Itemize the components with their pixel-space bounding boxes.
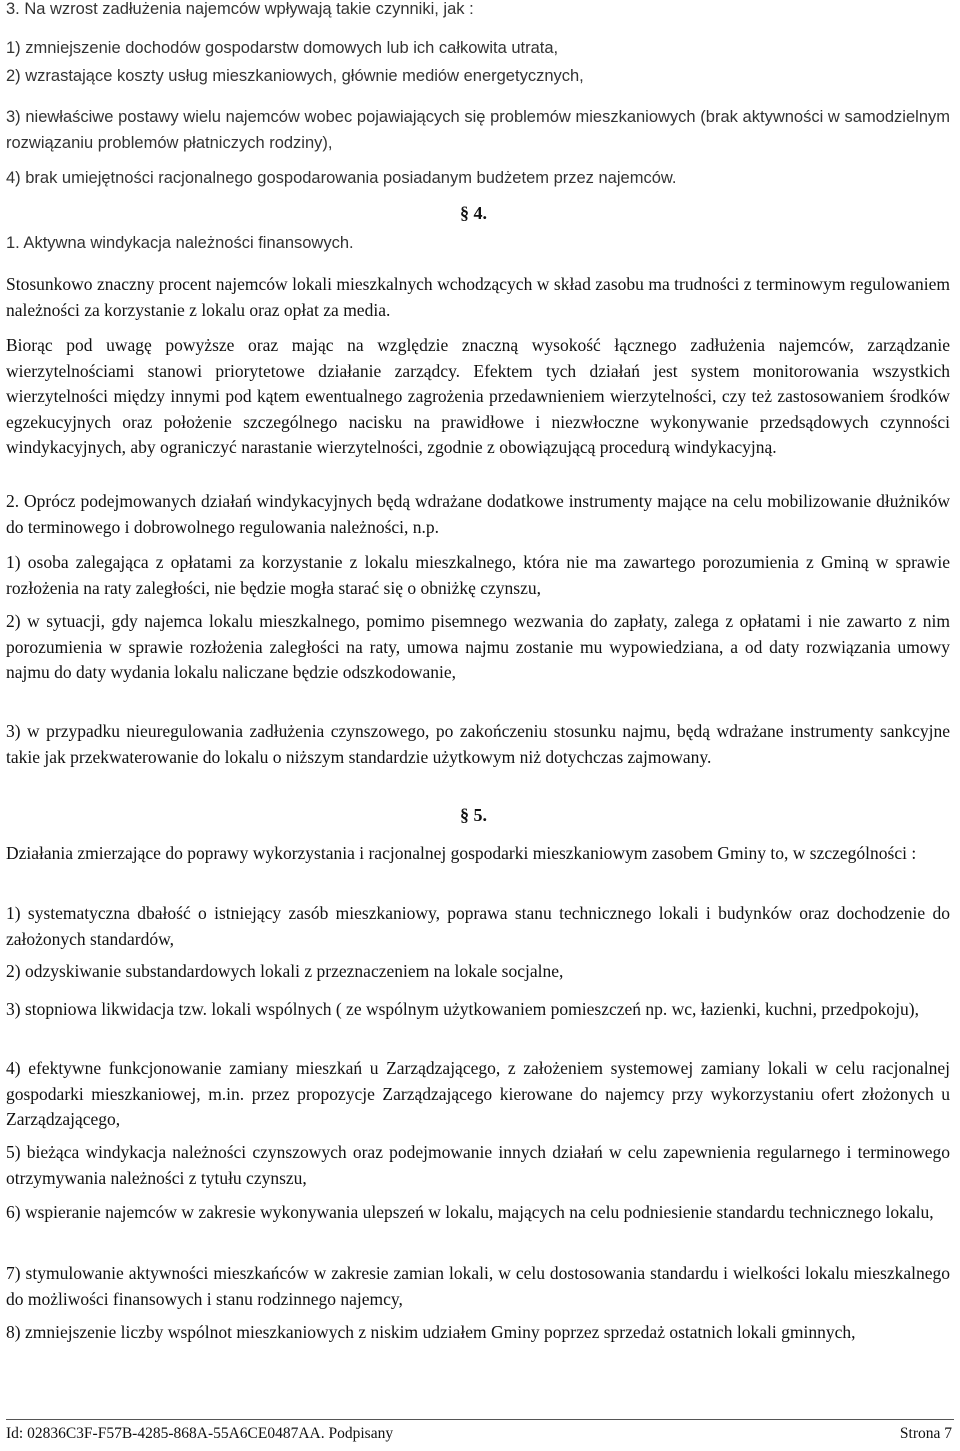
section-3-item-3: 3) niewłaściwe postawy wielu najemców wobec pojawiających się problemów mieszkaniowych (brak aktywności w samodzielnym rozwiązaniu problemów płatniczych rodziny), [6,108,950,152]
section-5-item-1: 1) systematyczna dbałość o istniejący zasób mieszkaniowy, poprawa stanu technicznego lokali i budynków oraz dochodzenie do założonych standardów, [6,903,950,949]
section-4-paragraph-6: 3) w przypadku nieuregulowania zadłużenia czynszowego, po zakończeniu stosunku najmu, będą wdrażane instrumenty sankcyjne takie jak przekwaterowanie do lokalu o niższym standardzie użytkowym niż dotychczas zajmowany. [6,721,950,767]
section-5-intro: Działania zmierzające do poprawy wykorzystania i racjonalnej gospodarki mieszkaniowym zasobem Gminy to, w szczególności : [6,843,917,863]
footer-document-id: Id: 02836C3F-F57B-4285-868A-55A6CE0487AA. Podpisany [6,1425,394,1442]
footer-divider [6,1419,954,1420]
section-5-item-6: 6) wspieranie najemców w zakresie wykonywania ulepszeń w lokalu, mających na celu podniesienie standardu technicznego lokalu, [6,1202,934,1222]
section-5-item-8: 8) zmniejszenie liczby wspólnot mieszkaniowych z niskim udziałem Gminy poprzez sprzedaż ostatnich lokali gminnych, [6,1322,856,1342]
section-4-paragraph-4: 1) osoba zalegająca z opłatami za korzystanie z lokalu mieszkalnego, która nie ma zawartego porozumienia z Gminą w sprawie rozłożenia na raty zaległości, nie będzie mogła starać się o obniżkę czynszu, [6,552,950,598]
section-3-item-4: 4) brak umiejętności racjonalnego gospodarowania posiadanym budżetem przez najemców. [6,169,677,187]
section-4-heading: § 4. [460,203,487,223]
section-4-paragraph-3: 2. Oprócz podejmowanych działań windykacyjnych będą wdrażane dodatkowe instrumenty mające na celu mobilizowanie dłużników do terminowego i dobrowolnego regulowania należności, n.p. [6,491,950,537]
section-5-item-2: 2) odzyskiwanie substandardowych lokali z przeznaczeniem na lokale socjalne, [6,961,564,981]
section-5-item-3: 3) stopniowa likwidacja tzw. lokali wspólnych ( ze wspólnym użytkowaniem pomieszczeń np. wc, łazienki, kuchni, przedpokoju), [6,999,919,1019]
section-3-title: 3. Na wzrost zadłużenia najemców wpływają takie czynniki, jak : [6,0,474,18]
footer-page-number: Strona 7 [899,1425,952,1442]
section-3-item-1: 1) zmniejszenie dochodów gospodarstw domowych lub ich całkowita utrata, [6,39,559,57]
section-5-heading: § 5. [460,805,487,825]
section-4-paragraph-5: 2) w sytuacji, gdy najemca lokalu mieszkalnego, pomimo pisemnego wezwania do zapłaty, zalega z opłatami i nie zawarto z nim porozumienia w sprawie rozłożenia zaległości na raty, umowa najmu zostanie mu wypowiedziana, a od daty rozwiązania umowy najmu do daty wydania lokalu naliczane będzie odszkodowanie, [6,611,950,682]
section-5-item-7: 7) stymulowanie aktywności mieszkańców w zakresie zamian lokali, w celu dostosowania standardu i wielkości lokalu mieszkalnego do możliwości finansowych i stanu rodzinnego najemcy, [6,1263,950,1309]
section-4-paragraph-2: Biorąc pod uwagę powyższe oraz mając na względzie znaczną wysokość łącznego zadłużenia najemców, zarządzanie wierzytelnościami stanowi priorytetowe działanie zarządcy. Efektem tych działań jest system monitorowania wszystkich wierzytelności między innymi pod kątem ewentualnego zagrożenia przedawnieniem wierzytelności, czy też zastosowaniem środków egzekucyjnych oraz położenie szczególnego nacisku na prawidłowe i niezwłoczne wykonywanie przedsądowych czynności windykacyjnych, aby ograniczyć narastanie wierzytelności, zgodnie z obowiązującą procedurą windykacyjną. [6,335,950,457]
section-4-paragraph-1: Stosunkowo znaczny procent najemców lokali mieszkalnych wchodzących w skład zasobu ma trudności z terminowym regulowaniem należności za korzystanie z lokalu oraz opłat za media. [6,274,950,320]
section-3-item-2: 2) wzrastające koszty usług mieszkaniowych, głównie mediów energetycznych, [6,67,584,85]
section-4-point-1: 1. Aktywna windykacja należności finansowych. [6,234,354,252]
section-5-item-5: 5) bieżąca windykacja należności czynszowych oraz podejmowanie innych działań w celu zapewnienia regularnego i terminowego otrzymywania należności z tytułu czynszu, [6,1142,950,1188]
section-5-item-4: 4) efektywne funkcjonowanie zamiany mieszkań u Zarządzającego, z założeniem systemowej zamiany lokali w celu racjonalnej gospodarki mieszkaniowej, m.in. przez propozycje Zarządzającego kierowane do najemcy przy wykorzystaniu ofert złożonych u Zarządzającego, [6,1058,950,1129]
